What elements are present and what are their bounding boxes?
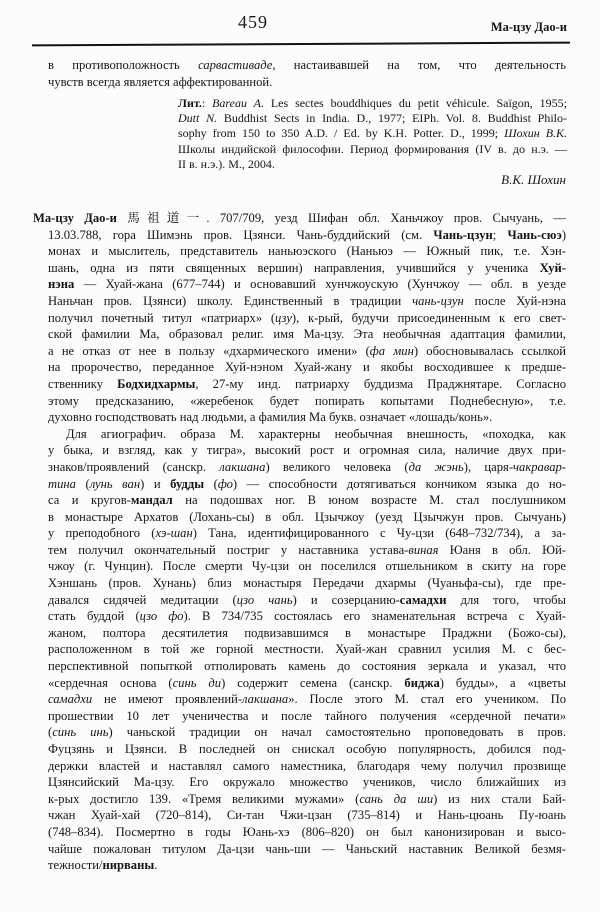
text-line: (748–834). Посмертно в годы Юань-хэ (806–820) он был канонизирован и высо- <box>48 824 566 839</box>
continuation-paragraph <box>48 57 566 90</box>
page-number: 459 <box>238 12 268 32</box>
text-line: тем получил окончательный постриг у наставника устава-виная Юаня в обл. Юй- <box>48 542 567 557</box>
text-line: Dutt N. Buddhist Sects in India. D., 1977; EIPh. Vol. 8. Buddhist Philo- <box>178 111 568 126</box>
text-line: ственнику Бодхидхармы, 27-му инд. патриарху буддизма Праджнятаре. Согласно <box>48 376 566 391</box>
text-line: монах и мыслитель, представитель наньюэского (Наньюэ — Южный пик, т.е. Хэн- <box>48 244 566 259</box>
text-line: прошествии 10 лет ученичества и после тайного получения «сердечной печати» <box>48 708 566 723</box>
text-line: Ма-цзу Дао-и 馬祖道一. 707/709, уезд Шифан обл. Ханьчжоу пров. Сычуань, — <box>33 211 566 225</box>
text-line: у быка, и взгляд, как у тигра», высокий рост и огромная сила, наличие двух при- <box>48 443 566 458</box>
text-line: самадхи не имеют проявлений-лакшана». После этого М. стал его учеником. По <box>48 692 567 707</box>
text-line: Наньчан пров. Цзянси) школу. Единственный в традиции чань-цзун после Хуй-нэна <box>48 293 566 308</box>
text-line: Цзянсийский Ма-цзу. Его окружало множество учеников, число ближайших из <box>48 775 566 790</box>
text-line: Школы индийской философии. Период формирования (IV в. до н.э. — <box>178 141 567 156</box>
text-line: Фуцзянь и Цзянси. В последней он снискал особую популярность, добился под- <box>48 742 566 756</box>
text-line: 13.03.788, гора Шимэнь пров. Цзянси. Чань-буддийский (см. Чань-цзун; Чань-сюэ) <box>48 227 567 242</box>
text-line: в противоположность сарвастиваде, настаивавшей на том, что деятельность <box>48 58 566 72</box>
text-line: перспективной попыткой отполировать камень до состояния зеркала и указал, что <box>48 659 566 674</box>
text-line: са и кругов-мандал на подошвах ног. В юном возрасте М. стал послушником <box>48 493 566 508</box>
text-line: «сердечная основа (синь ди) содержит семена (санскр. биджа) будды», а «цветы <box>48 675 566 690</box>
text-line: тежности/нирваны. <box>48 858 158 873</box>
text-line: ской фамилии Ма, образовал религ. имя Ма-цзу. Эта необычная адаптация фамилии, <box>48 327 566 342</box>
text-line: духовно господствовать над людьми, а фамилия Ма букв. означает «лошадь/конь». <box>48 410 493 425</box>
text-line: (синь инь) чаньской традиции он начал самостоятельно проповедовать в пров. <box>48 725 566 740</box>
text-line: держки властей и наставлял самого наместника, благодаря чему получил прозвище <box>48 758 566 773</box>
text-line: шань, одна из пяти священных вершин) направления, учившийся у ученика Хуй- <box>48 260 566 275</box>
text-line: знаков/проявлений (санскр. лакшана) великого человека (да жэнь), царя-чакравар- <box>48 459 566 474</box>
running-header: Ма-цзу Дао-и <box>490 20 567 34</box>
text-line: Для агиографич. образа М. характерны необычная внешность, «походка, как <box>66 426 566 441</box>
text-line: sophy from 150 to 350 A.D. / Ed. by K.H. Potter. D., 1999; Шохин В.К. <box>178 126 568 141</box>
text-line: II в. н.э.). М., 2004. <box>178 156 275 171</box>
text-line: нэна — Хуай-жана (677–744) и основавший хунчжоускую (Хунчжоу — обл. в уезде <box>48 277 566 292</box>
text-line: чжан Хуай-хай (720–814), Си-тан Чжи-цзан (735–814) и Нань-цюань Пу-юань <box>48 808 566 823</box>
header-rule <box>32 42 570 47</box>
text-line: чжоу (г. Чунцин). После смерти Чу-цзи он поселился отшельником в скиту на горе <box>48 559 566 574</box>
text-line: этому предсказанию, «жеребенок будет попирать копытами Поднебесную», т.е. <box>48 393 566 408</box>
text-line: стать буддой (цзо фо). В 734/735 состоялась его знаменательная встреча с Хуай- <box>48 609 567 624</box>
text-line: жаном, полтора десятилетия подвизавшимся в монастыре Праджни (Божо-сы), <box>48 625 566 640</box>
text-line: Хэншань (пров. Хунань) близ монастыря Передачи дхармы (Чуаньфа-сы), где пре- <box>48 576 566 591</box>
text-line: расположенном в той же горной местности. Хуай-жан сравнил усилия М. с бес- <box>48 642 566 657</box>
text-line: Лит.: Bareau A. Les sectes bouddhiques du petit véhicule. Saïgon, 1955; <box>178 96 567 110</box>
author-signature: В.К. Шохин <box>501 172 566 187</box>
text-line: чувств всегда является аффектированной. <box>48 74 273 89</box>
text-line: тина (лунь ван) и будды (фо) — способности дотягиваться кончиком языка до но- <box>48 476 567 491</box>
text-line: в монастыре Архатов (Лохань-сы) в обл. Цзычжоу (уезд Цзычжун пров. Сычуань) <box>48 509 566 524</box>
bibliography-block <box>178 96 567 172</box>
text-line: давался сидячей медитации (цзо чань) и созерцанию-самадхи для того, чтобы <box>48 592 567 607</box>
text-line: получил почетный титул «патриарх» (цзу), к-рый, будучи присоединенным к его свет- <box>48 310 566 325</box>
text-line: к-рых достигло 139. «Тремя великими мужами» (сань да ши) из них стали Бай- <box>48 791 566 806</box>
text-line: на пророчество, переданное Хуй-нэном Хуай-жану и якобы восходившее к предше- <box>48 360 566 375</box>
text-line: у преподобного (хэ-шан) Тана, идентифицированного с Чу-цзи (648–732/734), а за- <box>48 526 566 541</box>
text-line: а не отказ от нее в пользу «дхармического имени» (фа мин) обосновывалась ссылкой <box>48 343 566 358</box>
text-line: чайше пожалован титулом Да-цзи чань-ши — Чаньский наставник Великой безмя- <box>48 841 566 856</box>
article-entry <box>33 210 567 874</box>
